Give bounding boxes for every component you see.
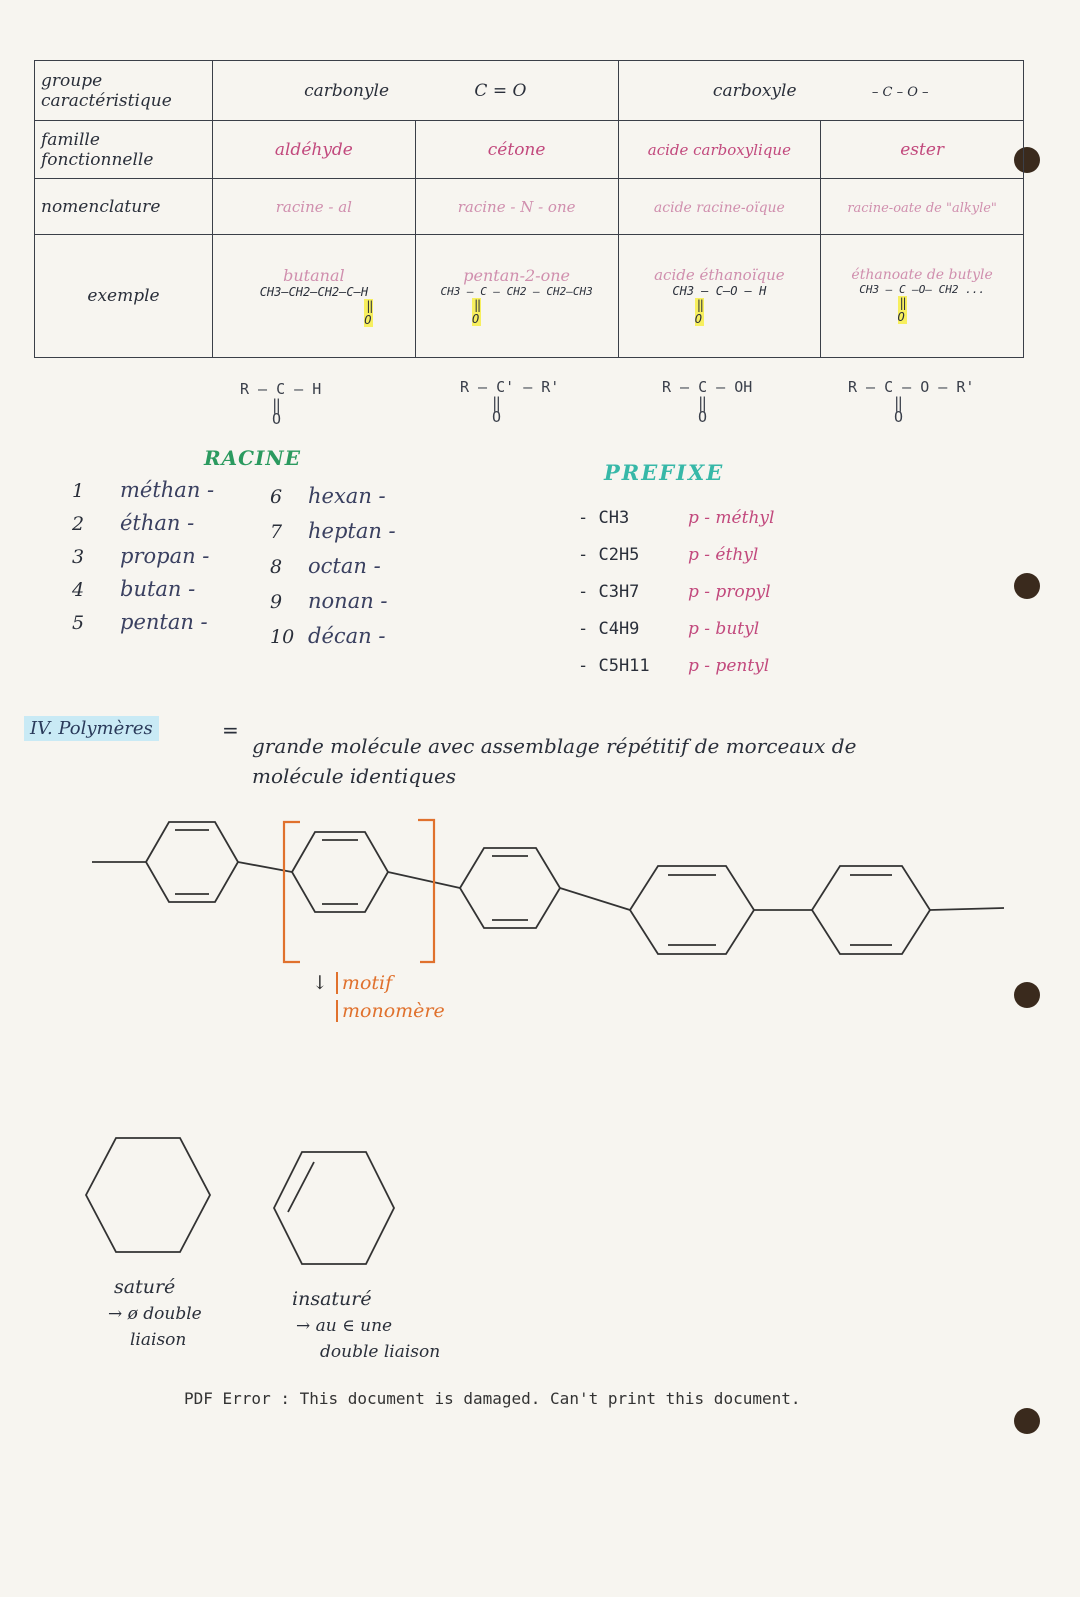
section-title-polymeres: IV. Polymères [24, 716, 159, 741]
example-formula: CH3 – C–O – H [672, 284, 767, 298]
carboxyle-formula: – C – O – [871, 84, 929, 100]
general-formula-cetone: R – C' – R' ‖ O [460, 378, 560, 426]
prefixe-title: PREFIXE [604, 460, 725, 485]
pdf-error-message: PDF Error : This document is damaged. Can't print this document. [184, 1389, 801, 1408]
sature-label: saturé [114, 1276, 176, 1298]
racine-list-right: 6 hexan - 7 heptan - 8 octan - 9 nonan - 10 décan - [270, 484, 396, 648]
sature-note-2: liaison [130, 1330, 187, 1350]
definition-line-2: molécule identiques [252, 764, 457, 788]
cetone-nomenclature: racine - N - one [415, 179, 618, 235]
aldehyde-cell: aldéhyde [213, 121, 416, 179]
acide-nomenclature: acide racine-oïque [618, 179, 821, 235]
double-bond-o: ‖ O [364, 298, 374, 327]
ester-cell: ester [821, 121, 1024, 179]
example-name: pentan-2-one [463, 266, 570, 285]
acide-cell: acide carboxylique [618, 121, 821, 179]
general-formula-acide: R – C – OH ‖ O [662, 378, 753, 426]
example-formula: CH3–CH2–CH2–C–H [259, 284, 369, 299]
motif-label: ↓ motif [312, 972, 393, 994]
example-name: acide éthanoïque [654, 266, 785, 284]
general-formula-ester: R – C – O – R' ‖ O [848, 378, 975, 426]
double-bond-o: ‖ O [694, 298, 704, 326]
definition-equals: = [222, 718, 239, 742]
ester-nomenclature: racine-oate de "alkyle" [821, 179, 1024, 235]
general-formula-aldehyde: R – C – H ‖ O [240, 380, 322, 428]
carbonyle-formula: C = O [474, 80, 527, 101]
insature-note-1: → au ∈ une [296, 1316, 393, 1336]
racine-list-left: 1 méthan - 2 éthan - 3 propan - 4 butan - 5 pentan - [72, 478, 215, 634]
row-label: groupe caractéristique [35, 61, 213, 121]
double-bond-o: ‖ O [472, 298, 482, 326]
aldehyde-nomenclature: racine - al [213, 179, 416, 235]
prefixe-list: - CH3 p - méthyl - C2H5 p - éthyl - C3H7 p - propyl - C4H9 p - butyl - C5H11 p - pentyl [578, 508, 775, 676]
racine-title: RACINE [204, 446, 301, 470]
double-bond-o: ‖ O [897, 296, 907, 324]
carbonyle-label: carbonyle [304, 80, 390, 101]
row-label: nomenclature [35, 179, 213, 235]
example-formula: CH3 – C –O– CH2 ... [859, 283, 986, 296]
insature-label: insaturé [292, 1288, 372, 1310]
sature-note-1: → ø double [108, 1304, 202, 1324]
cetone-cell: cétone [415, 121, 618, 179]
example-formula: CH3 – C – CH2 – CH2–CH3 [440, 285, 593, 298]
insature-note-2: double liaison [320, 1342, 441, 1362]
row-label: famille fonctionnelle [35, 121, 213, 179]
monomere-label: monomère [336, 1000, 445, 1022]
example-name: butanal [283, 265, 345, 285]
row-label: exemple [35, 235, 213, 358]
example-name: éthanoate de butyle [851, 267, 993, 283]
carboxyle-label: carboxyle [712, 80, 797, 101]
definition-line-1: grande molécule avec assemblage répétitif de morceaux de [252, 734, 857, 758]
